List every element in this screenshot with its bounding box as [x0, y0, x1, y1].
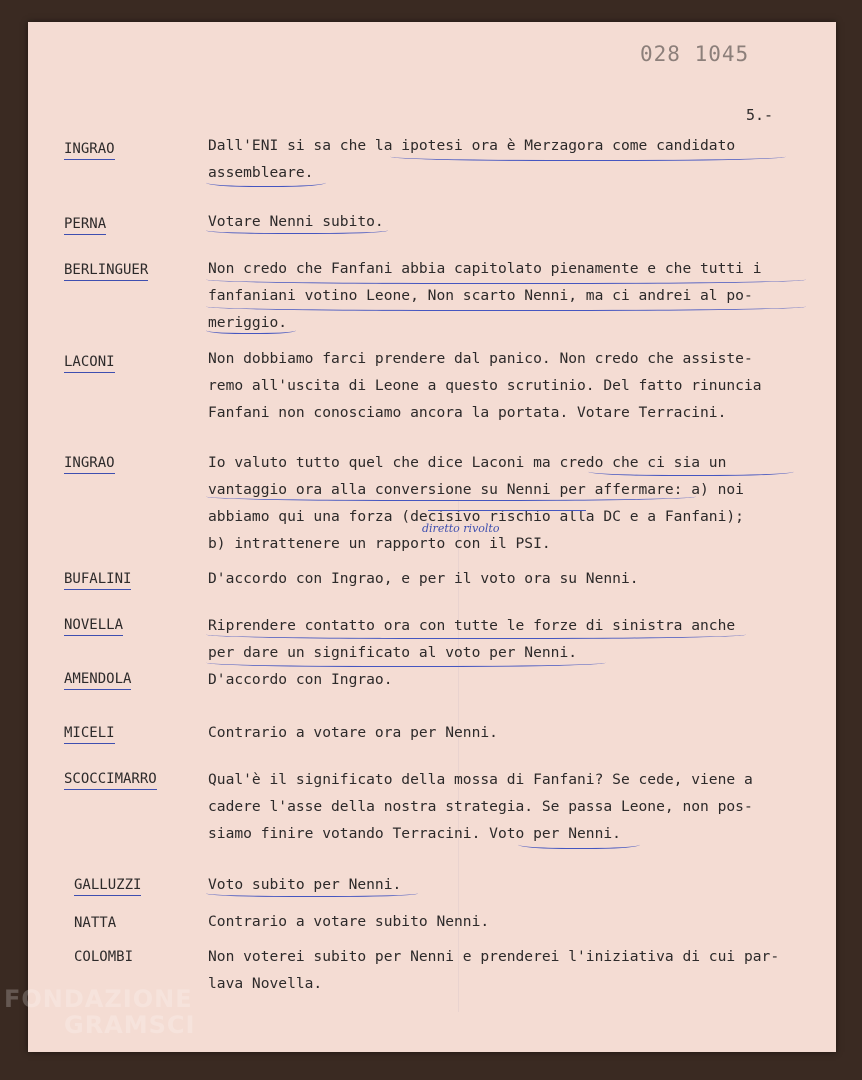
speech-text	[208, 719, 814, 746]
speech-line: Votare Nenni subito.	[208, 213, 384, 230]
pen-underline	[588, 465, 794, 476]
pen-underline	[206, 300, 806, 311]
speech-line: Contrario a votare subito Nenni.	[208, 913, 490, 930]
handwritten-note: diretto rivolto	[422, 522, 500, 535]
speech-line: siamo finire votando Terracini. Voto per Nenni.	[208, 825, 621, 842]
watermark-line: GRAMSCI	[64, 1011, 196, 1039]
speaker-name: NOVELLA	[64, 616, 123, 636]
document-page	[28, 22, 836, 1052]
pen-underline	[518, 838, 640, 849]
pen-underline	[206, 225, 388, 234]
pen-underline	[206, 888, 418, 897]
speaker-name: BERLINGUER	[64, 261, 148, 281]
page-number: 5.-	[746, 106, 774, 124]
speech-line: b) intrattenere un rapporto con il PSI.	[208, 535, 551, 552]
speech-line: Dall'ENI si sa che la ipotesi ora è Merzagora come candidato	[208, 137, 736, 154]
speech-line: remo all'uscita di Leone a questo scrutinio. Del fatto rinuncia	[208, 377, 762, 394]
speaker-name: LACONI	[64, 353, 115, 373]
speech-line: abbiamo qui una forza (decisivo rischio alla DC e a Fanfani);	[208, 508, 744, 525]
speech-line: D'accordo con Ingrao, e per il voto ora su Nenni.	[208, 570, 639, 587]
speech-line: meriggio.	[208, 314, 288, 331]
watermark-logo	[4, 985, 195, 1039]
speech-line: Riprendere contatto ora con tutte le forze di sinistra anche	[208, 617, 736, 634]
speech-text	[208, 345, 814, 426]
speech-text	[208, 666, 814, 693]
speech-text	[208, 908, 814, 935]
speech-text	[208, 255, 814, 336]
pen-underline	[206, 325, 296, 334]
speech-text	[208, 565, 814, 592]
speech-line: per dare un significato al voto per Nenni.	[208, 644, 578, 661]
speaker-name: AMENDOLA	[64, 670, 131, 690]
pen-underline	[390, 150, 786, 161]
speech-line: fanfaniani votino Leone, Non scarto Nenni, ma ci andrei al po-	[208, 287, 753, 304]
speech-line: Fanfani non conosciamo ancora la portata. Votare Terracini.	[208, 404, 727, 421]
pen-underline	[206, 273, 806, 284]
speaker-name: INGRAO	[64, 454, 115, 474]
speech-line: Voto subito per Nenni.	[208, 876, 402, 893]
speaker-name: GALLUZZI	[74, 876, 141, 896]
speaker-name: SCOCCIMARRO	[64, 770, 157, 790]
speech-line: Io valuto tutto quel che dice Laconi ma credo che ci sia un	[208, 454, 727, 471]
speaker-name: PERNA	[64, 215, 106, 235]
pen-underline	[206, 176, 326, 187]
speaker-name: MICELI	[64, 724, 115, 744]
speech-line: assembleare.	[208, 164, 314, 181]
speaker-name: COLOMBI	[74, 949, 134, 965]
speaker-name: INGRAO	[64, 140, 115, 160]
speech-line: Contrario a votare ora per Nenni.	[208, 724, 498, 741]
archive-number: 028 1045	[640, 42, 750, 66]
speech-line: vantaggio ora alla conversione su Nenni per affermare: a) noi	[208, 481, 744, 498]
speech-line: D'accordo con Ingrao.	[208, 671, 393, 688]
speech-text	[208, 943, 814, 997]
speaker-name: BUFALINI	[64, 570, 131, 590]
watermark-line: FONDAZIONE	[4, 985, 193, 1013]
speech-line: Non dobbiamo farci prendere dal panico. Non credo che assiste-	[208, 350, 753, 367]
speech-line: Qual'è il significato della mossa di Fanfani? Se cede, viene a	[208, 771, 753, 788]
speech-line: cadere l'asse della nostra strategia. Se passa Leone, non pos-	[208, 798, 753, 815]
faint-stamp-mark	[458, 492, 499, 1012]
speech-line: lava Novella.	[208, 975, 323, 992]
speech-line: Non credo che Fanfani abbia capitolato pienamente e che tutti i	[208, 260, 762, 277]
strike-through	[428, 509, 586, 511]
speech-line: Non voterei subito per Nenni e prenderei l'iniziativa di cui par-	[208, 948, 780, 965]
pen-underline	[206, 490, 696, 501]
speech-text	[208, 766, 814, 847]
speaker-name: NATTA	[74, 915, 117, 931]
